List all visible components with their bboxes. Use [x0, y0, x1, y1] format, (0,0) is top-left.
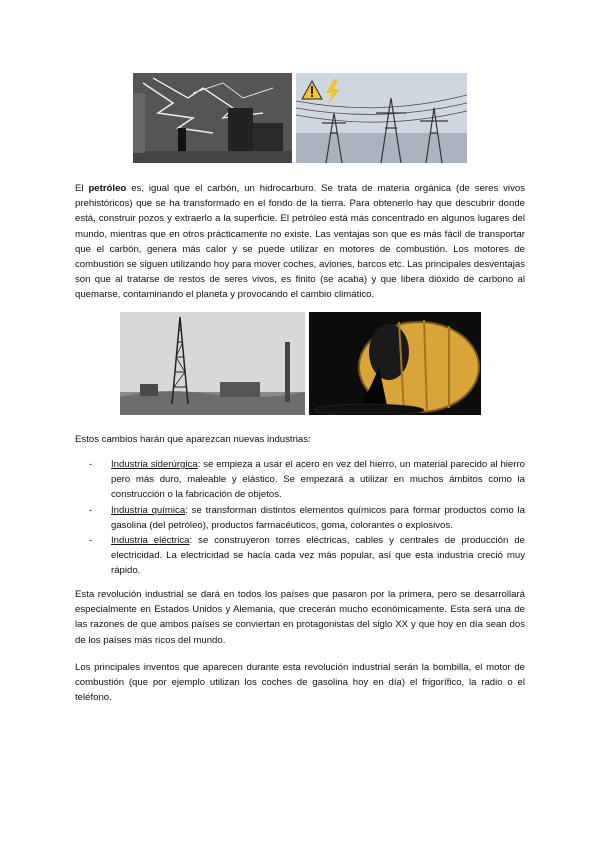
industry-name-electrica: Industria eléctrica	[111, 535, 190, 547]
petroleum-paragraph	[75, 181, 525, 303]
list-item-quimica	[75, 503, 525, 533]
industries-list	[75, 457, 525, 579]
intro-text-before: El	[75, 183, 89, 194]
intro-text-after: es, igual que el carbón, un hidrocarburo. Se trata de materia orgánica (de seres vivos prehistóricos) que se ha transformado en el fondo de la tierra. Para obtenerlo hay que descubrir donde está, construir pozos y extraerlo a la superficie. El petróleo está más concentrado en algunos lugares del mundo, mientras que en otros prácticamente no existe. Las ventajas son que es más fácil de transportar que el carbón, genera más calor y se puede utilizar en motores de combustión. Los motores de combustión se siguen utilizando hoy para mover coches, aviones, barcos etc. Las principales desventajas son que al tratarse de restos de seres vivos, es finito (se acaba) y que libera dióxido de carbono al quemarse, contaminando el planeta y provocando el cambio climático.	[75, 183, 525, 301]
industry-name-siderurgica: Industria siderúrgica	[111, 459, 198, 470]
middle-image-row	[120, 312, 481, 415]
top-image-row	[133, 73, 467, 163]
countries-paragraph: Esta revolución industrial se dará en todos los países que pasaron por la primera, pero se desarrollará especialmente en Estados Unidos y Alemania, que crecerán mucho económicamente. Esta será una de las razones de que ambos países se conviertan en protagonistas del siglo XX y que hoy en día sean dos de los países más ricos del mundo.	[75, 589, 525, 646]
list-item-electrica	[75, 533, 525, 579]
inventions-paragraph: Los principales inventos que aparecen durante esta revolución industrial serán la bombilla, el motor de combustión (que por ejemplo utilizan los coches de gasolina hoy en día) el frigorífico, la radio o el teléfono.	[75, 662, 525, 704]
oil-barrel-photo	[309, 312, 481, 415]
list-dash: -	[89, 535, 93, 547]
list-dash: -	[89, 459, 93, 470]
tesla-lab-photo	[133, 73, 292, 163]
industry-desc-electrica: : se construyeron torres eléctricas, cables y centrales de producción de electricidad. La electricidad se hacía cada vez más popular, así que esta industria creció muy rápido.	[111, 535, 525, 577]
list-item-siderurgica	[75, 457, 525, 503]
industry-desc-quimica: : se transforman distintos elementos químicos para formar productos como la gasolina (del petróleo), productos farmacéuticos, goma, colorantes o explosivos.	[111, 504, 525, 531]
list-dash: -	[89, 504, 93, 516]
industry-desc-siderurgica: : se empieza a usar el acero en vez del hierro, un material parecido al hierro pero más duro, maleable y elástico. Se empezará a utilizar en muchos ámbitos como la construcción o la fabricación de objetos.	[111, 459, 525, 501]
industries-lead: Estos cambios harán que aparezcan nuevas industrias:	[75, 434, 311, 445]
oil-derrick-photo	[120, 312, 305, 415]
petroleum-term: petróleo	[88, 183, 127, 194]
power-lines-photo	[296, 73, 467, 163]
industry-name-quimica: Industria química	[111, 504, 186, 516]
